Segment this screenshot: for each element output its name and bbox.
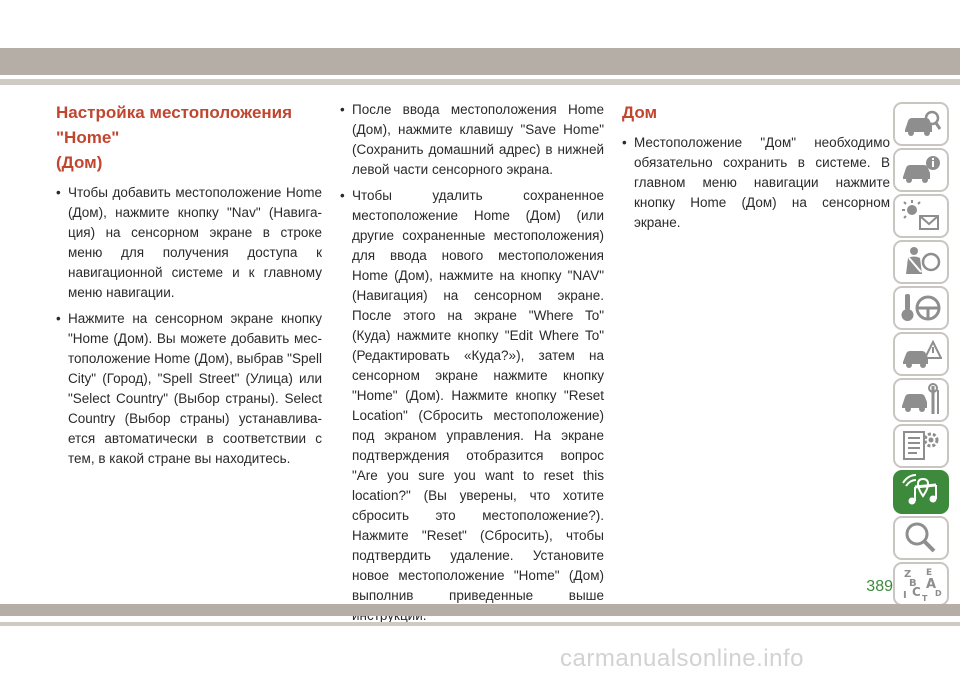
bullet-list (622, 133, 890, 233)
section-heading-home: Дом (622, 103, 658, 122)
list-item: • Чтобы удалить сохраненное местоположение Home (Дом) (или другие сохраненные местоположения) для ввода нового местоположения Home (Дом), нажмите на кнопку "NAV" (Навигация) на сенсорном экране. После этого на экране "Where To" (Куда) нажмите кнопку "Edit Where To" (Редактировать «Куда?»), затем на сенсорном экране нажмите кнопку "Home" (Дом). Нажмите кнопку "Reset Location" (Сбросить местоположение) под экраном управления. На экране подтверждения отобразится вопрос "Are you sure you want to reset this location?" (Вы уверены, что хотите сбросить это местоположение?). Нажмите "Reset" (Сбросить), чтобы подтвердить удаление. Установите новое местоположение "Home" (Дом) выполнив приведенные выше (340, 186, 604, 626)
tab-instrument-panel[interactable] (893, 194, 949, 238)
tab-safety[interactable] (893, 240, 949, 284)
heading-line-2: (Дом) (56, 153, 103, 172)
list-item: • После ввода местоположения Home (Дом), нажмите клавишу "Save Home" (Сохранить домашний адрес) в нижней левой части сенсорного экрана. (340, 100, 604, 180)
tab-servicing[interactable] (893, 378, 949, 422)
car-search-icon (900, 106, 942, 142)
watermark-text: carmanualsonline.info (560, 645, 804, 672)
tab-vehicle-overview[interactable] (893, 102, 949, 146)
column-middle (340, 100, 604, 632)
svg-text:B: B (909, 578, 917, 589)
car-info-icon (900, 152, 942, 188)
svg-text:C: C (912, 585, 921, 599)
svg-text:D: D (935, 589, 942, 598)
tab-starting-operating[interactable] (893, 286, 949, 330)
tab-getting-to-know[interactable] (893, 148, 949, 192)
tab-emergency[interactable] (893, 332, 949, 376)
footer-bar (0, 604, 960, 616)
svg-text:I: I (903, 590, 907, 601)
car-wrench-icon (900, 382, 942, 418)
page-top-margin (0, 0, 960, 48)
bullet-list (340, 100, 604, 626)
list-item: • Чтобы добавить местоположение Home (Дом), нажмите кнопку "Nav" (Навигация) на сенсорном экране в строке меню для получения доступа к навигационной системе и к главному меню навигации. (56, 183, 322, 303)
tab-multimedia[interactable] (893, 470, 949, 514)
bullet-list (56, 183, 322, 469)
roadside-warning-icon (900, 336, 942, 372)
seatbelt-airbag-icon (900, 244, 942, 280)
header-rule (0, 79, 960, 85)
page-number: 389 (866, 578, 893, 595)
warning-lights-message-icon (900, 198, 942, 234)
steering-key-icon (900, 290, 942, 326)
svg-text:Z: Z (904, 569, 912, 580)
alphabet-index-icon (900, 566, 942, 602)
column-right (622, 100, 890, 239)
column-left (56, 100, 322, 475)
tab-technical-specifications[interactable] (893, 424, 949, 468)
tab-customer-assistance[interactable] (893, 516, 949, 560)
footer-rule (0, 622, 960, 626)
list-item: • Нажмите на сенсорном экране кнопку "Home (Дом). Вы можете добавить местоположение Home (Дом), выбрав "Spell City" (Город), "Spell Street" (Улица) или "Select Country" (Выбор страны). Select Country (Выбор страны) устанавливается автоматически в соответствии с тем, в какой стране вы находитесь. (56, 309, 322, 469)
header-bar (0, 48, 960, 75)
list-item: • Местоположение "Дом" необходимо обязательно сохранить в системе. В главном меню навигации нажмите кнопку Home (Дом) на сенсорном экране. (622, 133, 890, 233)
specifications-gear-icon (900, 428, 942, 464)
multimedia-music-icon (900, 474, 942, 510)
svg-text:E: E (926, 568, 933, 578)
heading-line-1: Настройка местоположения "Home" (56, 103, 293, 147)
tab-index[interactable] (893, 562, 949, 606)
svg-text:T: T (922, 594, 928, 602)
magnifier-search-icon (900, 520, 942, 556)
chapter-tabs (893, 102, 949, 608)
svg-text:A: A (926, 577, 937, 592)
section-heading-home-location (56, 100, 322, 175)
